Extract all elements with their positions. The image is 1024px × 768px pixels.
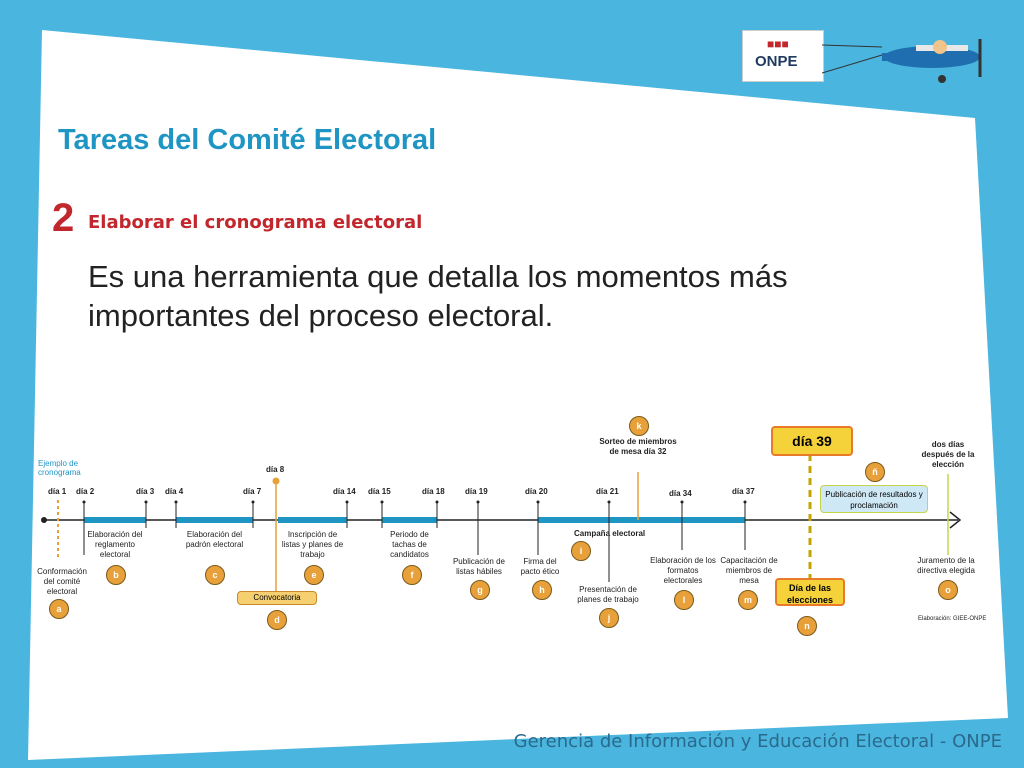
day-label: día 3 <box>136 487 155 496</box>
day-label: día 18 <box>422 487 445 496</box>
event-d-label: Convocatoria <box>237 591 317 605</box>
event-a-label: Conformación del comité electoral <box>37 567 87 596</box>
day-label: día 37 <box>732 487 755 496</box>
description-text: Es una herramienta que detalla los momentos más importantes del proceso electoral. <box>88 259 788 333</box>
day-label: día 2 <box>76 487 95 496</box>
day-label: día 4 <box>165 487 184 496</box>
event-i-label: Campaña electoral <box>574 529 646 538</box>
day-label: día 8 <box>266 465 285 474</box>
event-b-marker: b <box>106 565 126 585</box>
day-label: día 14 <box>333 487 356 496</box>
example-label: Ejemplo de cronograma <box>38 459 81 477</box>
day-label: día 19 <box>465 487 488 496</box>
credit-label: Elaboración: GIEE-ONPE <box>918 616 987 622</box>
event-n-label: Día de las elecciones <box>775 578 845 606</box>
page-title: Tareas del Comité Electoral <box>58 124 437 156</box>
step-number: 2 <box>52 196 75 240</box>
event-n-marker: n <box>797 616 817 636</box>
day-label: dos días después de la elección <box>921 440 975 469</box>
event-l-label: Elaboración de los formatos electorales <box>650 556 716 585</box>
day-label: día 7 <box>243 487 262 496</box>
event-o-marker: o <box>938 580 958 600</box>
event-d-marker: d <box>267 610 287 630</box>
day-label: día 20 <box>525 487 548 496</box>
event-f-label: Periodo de tachas de candidatos <box>390 530 429 559</box>
event-b-label: Elaboración del reglamento electoral <box>87 530 143 559</box>
event-f-marker: f <box>402 565 422 585</box>
event-j-label: Presentación de planes de trabajo <box>577 585 639 604</box>
event-c-label: Elaboración del padrón electoral <box>185 530 244 549</box>
event-k-marker: k <box>629 416 649 436</box>
event-k-label: Sorteo de miembros de mesa día 32 <box>599 437 677 456</box>
event-g-marker: g <box>470 580 490 600</box>
event-m-label: Capacitación de miembros de mesa <box>720 556 778 585</box>
footer-text: Gerencia de Información y Educación Electoral - ONPE <box>513 731 1002 752</box>
event-o-label: Juramento de la directiva elegida <box>917 556 975 575</box>
step-label: Elaborar el cronograma electoral <box>88 212 423 233</box>
day-39-badge: día 39 <box>771 426 853 456</box>
event-l-marker: l <box>674 590 694 610</box>
day-label: día 21 <box>596 487 619 496</box>
event-g-label: Publicación de listas hábiles <box>452 557 506 576</box>
event-nn-label: Publicación de resultados y proclamación <box>820 485 928 513</box>
event-nn-marker: ñ <box>865 462 885 482</box>
event-m-marker: m <box>738 590 758 610</box>
event-c-marker: c <box>205 565 225 585</box>
event-e-label: Inscripción de listas y planes de trabajo <box>281 530 344 559</box>
day-label: día 34 <box>669 489 692 498</box>
event-e-marker: e <box>304 565 324 585</box>
event-h-label: Firma del pacto ético <box>520 557 560 576</box>
event-a-marker: a <box>49 599 69 619</box>
event-h-marker: h <box>532 580 552 600</box>
onpe-logo-text: ONPE <box>755 53 798 70</box>
event-i-marker: i <box>571 541 591 561</box>
day-label: día 15 <box>368 487 391 496</box>
event-j-marker: j <box>599 608 619 628</box>
onpe-mark-icon: ■■■ <box>767 37 789 51</box>
day-label: día 1 <box>48 487 67 496</box>
